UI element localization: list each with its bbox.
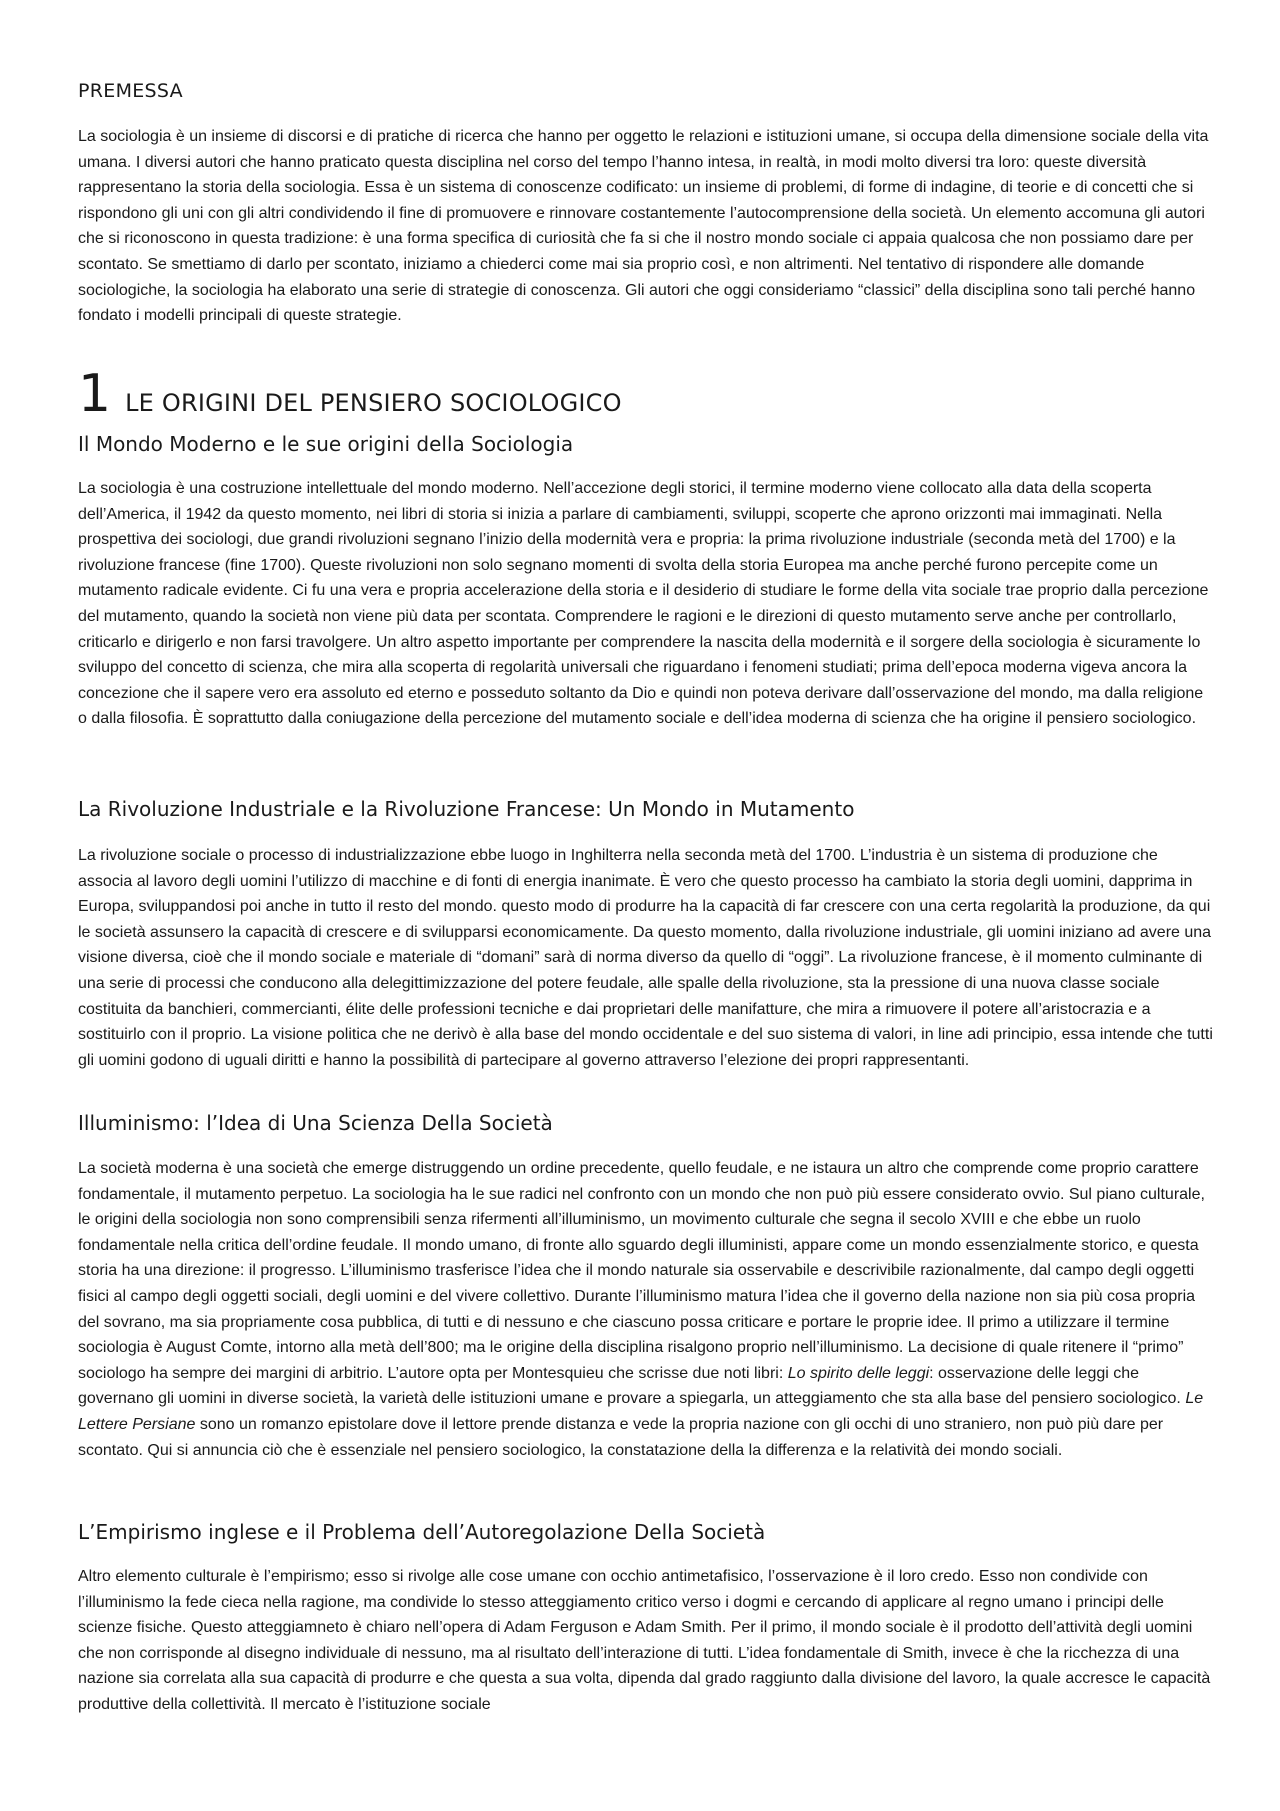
section-heading-illuminismo: Illuminismo: l’Idea di Una Scienza Della Società bbox=[78, 1111, 553, 1135]
section-paragraph-rivoluzioni: La rivoluzione sociale o processo di industrializzazione ebbe luogo in Inghilterra nella seconda metà del 1700. L’industria è un sistema di produzione che associa al lavoro degli uomini l’utilizzo di macchine e di fonti di energia inanimate. È vero che questo processo ha cambiato la storia degli uomini, dapprima in Europa, sviluppandosi poi anche in tutto il resto del mondo. questo modo di produrre ha la capacità di far crescere con una certa regolarità la produzione, da qui le società assunsero la capacità di crescere e di svilupparsi economicamente. Da questo momento, dalla rivoluzione industriale, gli uomini iniziano ad avere una visione diversa, cioè che il mondo sociale e materiale di “domani” sarà di norma diverso da quello di “oggi”. La rivoluzione francese, è il momento culminante di una serie di processi che conducono alla delegittimizzazione del potere feudale, alle spalle della rivoluzione, sta la pressione di una nuova classe sociale costituita da banchieri, commercianti, élite delle professioni tecniche e dai proprietari delle manifatture, che mira a rimuovere il potere all’aristocrazia e a sostituirlo con il proprio. La visione politica che ne derivò è alla base del mondo occidentale e del suo sistema di valori, in line adi principio, essa intende che tutti gli uomini godono di uguali diritti e hanno la possibilità di partecipare al governo attraverso l’elezione dei propri rappresentanti. bbox=[78, 847, 1213, 1069]
section-paragraph-empirismo: Altro elemento culturale è l’empirismo; esso si rivolge alle cose umane con occhio antimetafisico, l’osservazione è il loro credo. Esso non condivide con l’illuminismo la fede cieca nella ragione, ma condivide lo stesso atteggiamento critico verso i dogmi e cercando di applicare al regno umano i principi delle scienze fisiche. Questo atteggiamneto è chiaro nell’opera di Adam Ferguson e Adam Smith. Per il primo, il mondo sociale è il prodotto dell’attività degli uomini che non corrisponde al disegno individuale di nessuno, ma al risultato dell’interazione di tutti. L’idea fondamentale di Smith, invece è che la ricchezza di una nazione sia correlata alla sua capacità di produrre e che questa a sua volta, dipenda dal grado raggiunto dalla divisione del lavoro, la quale accresce le capacità produttive della collettività. Il mercato è l’istituzione sociale bbox=[78, 1568, 1211, 1713]
section-heading-rivoluzioni: La Rivoluzione Industriale e la Rivoluzione Francese: Un Mondo in Mutamento bbox=[78, 797, 855, 821]
premessa-heading: PREMESSA bbox=[78, 80, 183, 102]
chapter-number: 1 bbox=[78, 364, 112, 424]
chapter-heading bbox=[78, 364, 622, 424]
section-paragraph-mondo-moderno: La sociologia è una costruzione intellettuale del mondo moderno. Nell’accezione degli storici, il termine moderno viene collocato alla data della scoperta dell’America, il 1942 da questo momento, nei libri di storia si inizia a parlare di cambiamenti, sviluppi, scoperte che aprono orizzonti mai immaginati. Nella prospettiva dei sociologi, due grandi rivoluzioni segnano l’inizio della modernità vera e propria: la prima rivoluzione industriale (seconda metà del 1700) e la rivoluzione francese (fine 1700). Queste rivoluzioni non solo segnano momenti di svolta della storia Europea ma anche perché furono percepite come un mutamento radicale evidente. Ci fu una vera e propria accelerazione della storia e il desiderio di studiare le forme della vita sociale trae proprio dalla percezione del mutamento, quando la società non viene più data per scontata. Comprendere le ragioni e le direzioni di questo mutamento serve anche per controllarlo, criticarlo e dirigerlo e non farsi travolgere. Un altro aspetto importante per comprendere la nascita della modernità e il sorgere della sociologia è sicuramente lo sviluppo del concetto di scienza, che mira alla scoperta di regolarità universali che riguardano i fenomeni studiati; prima dell’epoca moderna vigeva ancora la concezione che il sapere vero era assoluto ed eterno e posseduto soltanto da Dio e quindi non poteva derivare dall’osservazione del mondo, ma dalla religione o dalla filosofia. È soprattutto dalla coniugazione della percezione del mutamento sociale e dell’idea moderna di scienza che ha origine il pensiero sociologico. bbox=[78, 480, 1209, 728]
section-paragraph-illuminismo bbox=[78, 1156, 1214, 1463]
illuminismo-text-part3: sono un romanzo epistolare dove il lettore prende distanza e vede la propria nazione con gli occhi di uno straniero, non può più dare per scontato. Qui si annuncia ciò che è essenziale nel pensiero sociologico, la constatazione della la differenza e la relatività dei mondo sociali. bbox=[78, 1415, 1164, 1459]
premessa-paragraph: La sociologia è un insieme di discorsi e di pratiche di ricerca che hanno per oggetto le relazioni e istituzioni umane, si occupa della dimensione sociale della vita umana. I diversi autori che hanno praticato questa disciplina nel corso del tempo l’hanno intesa, in realtà, in modi molto diversi tra loro: queste diversità rappresentano la storia della sociologia. Essa è un sistema di conoscenze codificato: un insieme di problemi, di forme di indagine, di teorie e di concetti che si rispondono gli uni con gli altri condividendo il fine di promuovere e rinnovare costantemente l’autocomprensione della società. Un elemento accomuna gli autori che si riconoscono in questa tradizione: è una forma specifica di curiosità che fa si che il nostro mondo sociale ci appaia qualcosa che non possiamo dare per scontato. Se smettiamo di darlo per scontato, iniziamo a chiederci come mai sia proprio così, e non altrimenti. Nel tentativo di rispondere alle domande sociologiche, la sociologia ha elaborato una serie di strategie di conoscenza. Gli autori che oggi consideriamo “classici” della disciplina sono tali perché hanno fondato i modelli principali di queste strategie. bbox=[78, 128, 1209, 325]
illuminismo-text-part2: : osservazione delle leggi che governano gli uomini in diverse società, la varietà delle istituzioni umane e provare a spiegarla, un atteggiamento che sta alla base del pensiero sociologico. bbox=[78, 1364, 1186, 1408]
section-heading-empirismo: L’Empirismo inglese e il Problema dell’Autoregolazione Della Società bbox=[78, 1520, 766, 1544]
book-title-spirito-leggi: Lo spirito delle leggi bbox=[787, 1364, 930, 1382]
section-heading-mondo-moderno: Il Mondo Moderno e le sue origini della Sociologia bbox=[78, 432, 574, 456]
chapter-title: LE ORIGINI DEL PENSIERO SOCIOLOGICO bbox=[125, 389, 622, 417]
book-title-lettere-persiane: Le Lettere Persiane bbox=[78, 1390, 1204, 1433]
illuminismo-text-part1: La società moderna è una società che emerge distruggendo un ordine precedente, quello feudale, e ne istaura un altro che comprende come proprio carattere fondamentale, il mutamento perpetuo. La sociologia ha le sue radici nel confronto con un mondo che non può più essere considerato ovvio. Sul piano culturale, le origini della sociologia non sono comprensibili senza rifermenti all’illuminismo, un movimento culturale che segna il secolo XVIII e che ebbe un ruolo fondamentale nella critica dell’ordine feudale. Il mondo umano, di fronte allo sguardo degli illuministi, appare come un mondo essenzialmente storico, e questa storia ha una direzione: il progresso. L’illuminismo trasferisce l’idea che il mondo naturale sia osservabile e descrivibile razionalmente, dal campo degli oggetti fisici al campo degli oggetti sociali, degli uomini e del vivere collettivo. Durante l’illuminismo matura l’idea che il governo della nazione non sia più cosa propria del sovrano, ma sia propriamente cosa pubblica, di tutti e di nessuno e che ciascuno possa criticare e portare le proprie idee. Il primo a utilizzare il termine sociologia è August Comte, intorno alla metà dell’800; ma le origine della disciplina risalgono proprio nell’illuminismo. La decisione di quale ritenere il “primo” sociologo ha sempre dei margini di arbitrio. L’autore opta per Montesquieu che scrisse due noti libri: bbox=[78, 1160, 1205, 1382]
